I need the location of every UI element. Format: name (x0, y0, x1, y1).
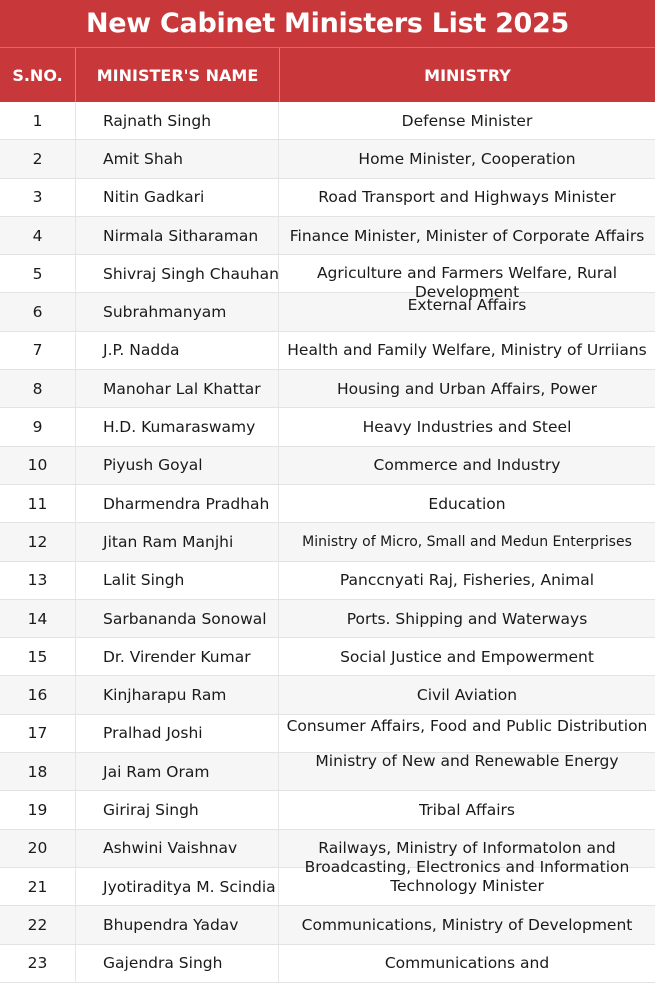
cell-ministry (278, 638, 655, 675)
cell-sno: 16 (27, 686, 48, 705)
table-row (0, 676, 655, 714)
table-row (0, 485, 655, 523)
cell-minister-name: Nirmala Sitharaman (75, 217, 278, 254)
cell-sno: 12 (27, 532, 48, 551)
cell-minister-name: Gajendra Singh (75, 945, 278, 982)
cell-ministry (278, 217, 655, 254)
cell-sno: 13 (27, 571, 48, 590)
cell-sno: 22 (27, 915, 48, 934)
cell-minister-name: Jai Ram Oram (75, 753, 278, 790)
ministry-text: Tribal Affairs (419, 800, 515, 819)
cell-ministry (278, 600, 655, 637)
table-row (0, 906, 655, 944)
cell-minister-name: Jyotiraditya M. Scindia (75, 868, 278, 905)
ministry-text: Education (428, 494, 506, 513)
ministry-text: Communications and (384, 954, 550, 973)
table-row (0, 791, 655, 829)
cell-sno: 23 (27, 954, 48, 973)
cell-sno: 19 (27, 800, 48, 819)
cell-sno: 6 (32, 303, 43, 322)
ministry-text: Housing and Urban Affairs, Power (336, 379, 598, 398)
ministry-text: Home Minister, Cooperation (358, 149, 576, 168)
ministry-text: Heavy Industries and Steel (362, 418, 572, 437)
ministry-text: External Affairs (407, 296, 527, 315)
ministry-text: Defense Minister (401, 111, 533, 130)
cell-ministry (278, 562, 655, 599)
table-row (0, 638, 655, 676)
header-ministry: MINISTRY (279, 48, 655, 102)
ministry-text: Social Justice and Empowerment (340, 647, 594, 666)
ministry-text: Railways, Ministry of Informatolon and Broadcasting, Electronics and Information Technology Minister (304, 838, 630, 895)
page-title: New Cabinet Ministers List 2025 (0, 0, 655, 47)
ministry-text: Health and Family Welfare, Ministry of Urriians (287, 341, 647, 360)
table-row (0, 370, 655, 408)
cell-ministry (278, 370, 655, 407)
cell-minister-name: Giriraj Singh (75, 791, 278, 828)
cell-sno: 15 (27, 647, 48, 666)
cell-minister-name: Lalit Singh (75, 562, 278, 599)
ministry-text: Commerce and Industry (373, 456, 561, 475)
table-row (0, 868, 655, 906)
cell-minister-name: Piyush Goyal (75, 447, 278, 484)
cell-ministry (278, 408, 655, 445)
table-row (0, 753, 655, 791)
cell-sno: 17 (27, 724, 48, 743)
cell-minister-name: Nitin Gadkari (75, 179, 278, 216)
cell-ministry (278, 830, 655, 895)
table-row (0, 523, 655, 561)
cell-minister-name: Dharmendra Pradhah (75, 485, 278, 522)
cell-sno: 1 (32, 111, 43, 130)
cell-sno: 3 (32, 188, 43, 207)
cell-sno: 7 (32, 341, 43, 360)
header-sno: S.NO. (12, 65, 63, 85)
table-row (0, 332, 655, 370)
cell-ministry (278, 906, 655, 943)
table-row (0, 255, 655, 301)
table-header (0, 47, 655, 102)
cell-sno: 20 (27, 839, 48, 858)
cell-ministry (278, 485, 655, 522)
ministry-text: Road Transport and Highways Minister (318, 188, 616, 207)
cell-ministry (278, 945, 655, 982)
ministers-table-body (0, 102, 655, 983)
ministry-text: Civil Aviation (416, 686, 518, 705)
cell-minister-name: J.P. Nadda (75, 332, 278, 369)
ministry-text: Finance Minister, Minister of Corporate Affairs (289, 226, 645, 245)
cell-minister-name: Manohar Lal Khattar (75, 370, 278, 407)
cell-ministry (278, 293, 655, 330)
cell-minister-name: Kinjharapu Ram (75, 676, 278, 713)
cell-ministry (278, 715, 655, 752)
ministry-text: Ports. Shipping and Waterways (346, 609, 588, 628)
table-row (0, 293, 655, 331)
cell-ministry (278, 332, 655, 369)
table-row (0, 562, 655, 600)
ministry-text: Communications, Ministry of Development (301, 915, 633, 934)
cell-sno: 21 (27, 877, 48, 896)
cell-sno: 10 (27, 456, 48, 475)
cell-minister-name: Sarbananda Sonowal (75, 600, 278, 637)
cell-sno: 11 (27, 494, 48, 513)
cell-ministry (278, 523, 655, 560)
cell-sno: 18 (27, 762, 48, 781)
cell-ministry (278, 102, 655, 139)
table-row (0, 102, 655, 140)
cell-ministry (278, 447, 655, 484)
cell-minister-name: Jitan Ram Manjhi (75, 523, 278, 560)
cell-minister-name: Pralhad Joshi (75, 715, 278, 752)
ministry-text: Agriculture and Farmers Welfare, Rural Development (316, 263, 618, 301)
cell-ministry (278, 255, 655, 301)
cell-minister-name: Rajnath Singh (75, 102, 278, 139)
cell-ministry (278, 868, 655, 905)
cell-sno: 14 (27, 609, 48, 628)
header-name: MINISTER'S NAME (75, 48, 279, 102)
cell-ministry (278, 676, 655, 713)
table-row (0, 715, 655, 753)
table-row (0, 945, 655, 983)
cell-sno: 2 (32, 149, 43, 168)
cell-minister-name: Bhupendra Yadav (75, 906, 278, 943)
cell-minister-name: H.D. Kumaraswamy (75, 408, 278, 445)
table-row (0, 600, 655, 638)
cell-minister-name: Dr. Virender Kumar (75, 638, 278, 675)
cell-ministry (278, 179, 655, 216)
cell-ministry (278, 140, 655, 177)
cell-minister-name: Subrahmanyam (75, 293, 278, 330)
ministry-text: Ministry of Micro, Small and Medun Enterprises (302, 533, 632, 550)
ministry-text: Ministry of New and Renewable Energy (315, 751, 619, 770)
table-row (0, 217, 655, 255)
table-row (0, 447, 655, 485)
ministry-text: Panccnyati Raj, Fisheries, Animal (339, 571, 595, 590)
cell-minister-name: Shivraj Singh Chauhan (75, 255, 278, 292)
table-row (0, 179, 655, 217)
cell-ministry (278, 753, 655, 790)
cell-sno: 5 (32, 264, 43, 283)
cell-sno: 8 (32, 379, 43, 398)
cell-ministry (278, 791, 655, 828)
cell-sno: 4 (32, 226, 43, 245)
table-row (0, 140, 655, 178)
cell-sno: 9 (32, 418, 43, 437)
cell-minister-name: Amit Shah (75, 140, 278, 177)
ministry-text: Consumer Affairs, Food and Public Distribution (286, 717, 648, 736)
cell-minister-name: Ashwini Vaishnav (75, 830, 278, 867)
table-row (0, 408, 655, 446)
